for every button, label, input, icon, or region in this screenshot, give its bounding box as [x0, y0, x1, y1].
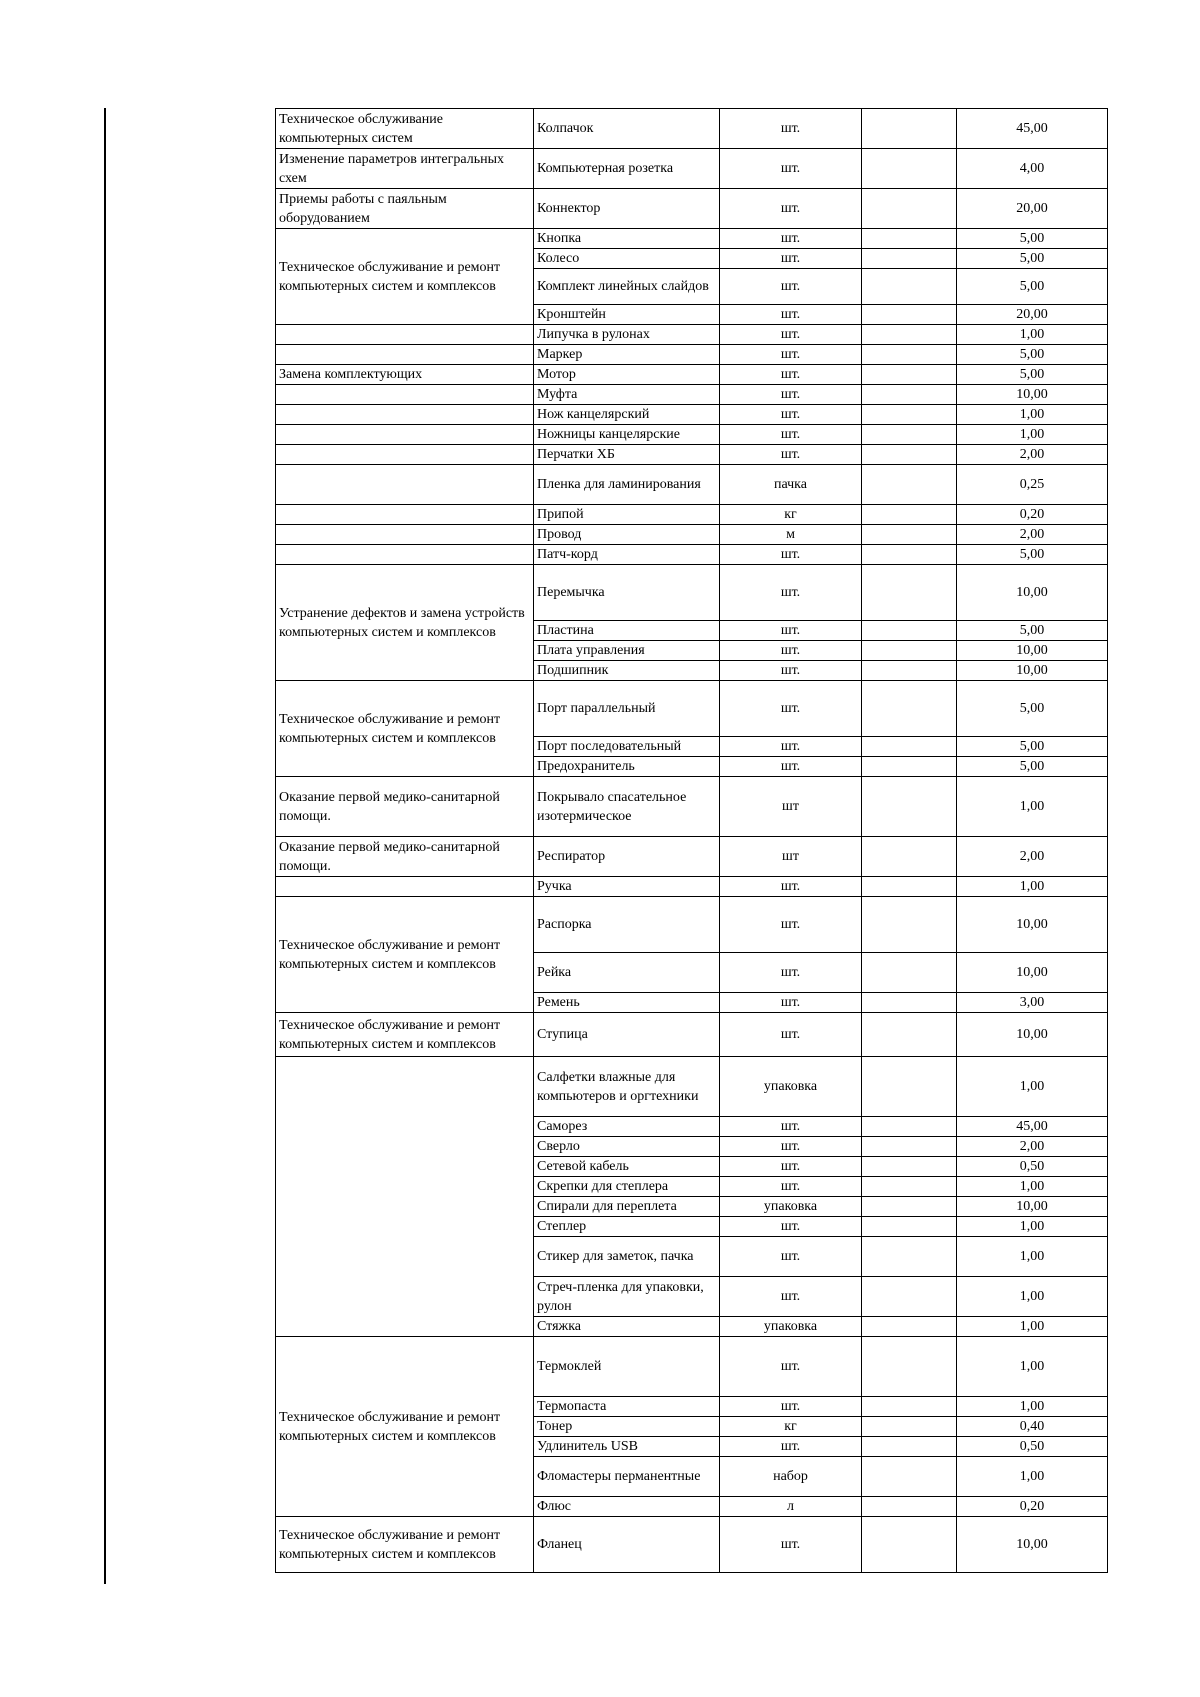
process-cell	[276, 445, 534, 465]
qty-cell: 5,00	[957, 269, 1108, 305]
item-cell: Порт последовательный	[534, 737, 720, 757]
empty-cell	[862, 621, 957, 641]
item-cell: Степлер	[534, 1217, 720, 1237]
empty-cell	[862, 953, 957, 993]
qty-cell: 1,00	[957, 425, 1108, 445]
process-cell	[276, 345, 534, 365]
unit-cell: пачка	[720, 465, 862, 505]
qty-cell: 1,00	[957, 1317, 1108, 1337]
table-row	[276, 837, 1108, 877]
empty-cell	[862, 1517, 957, 1573]
qty-cell: 20,00	[957, 189, 1108, 229]
item-cell: Скрепки для степлера	[534, 1177, 720, 1197]
qty-cell: 5,00	[957, 249, 1108, 269]
unit-cell: шт.	[720, 1177, 862, 1197]
empty-cell	[862, 661, 957, 681]
empty-cell	[862, 1457, 957, 1497]
unit-cell: шт.	[720, 545, 862, 565]
table-row	[276, 229, 1108, 249]
qty-cell: 2,00	[957, 445, 1108, 465]
empty-cell	[862, 109, 957, 149]
table-row	[276, 109, 1108, 149]
item-cell: Кнопка	[534, 229, 720, 249]
item-cell: Сверло	[534, 1137, 720, 1157]
qty-cell: 20,00	[957, 305, 1108, 325]
unit-cell: шт.	[720, 345, 862, 365]
empty-cell	[862, 385, 957, 405]
item-cell: Пленка для ламинирования	[534, 465, 720, 505]
unit-cell: шт.	[720, 1217, 862, 1237]
qty-cell: 5,00	[957, 737, 1108, 757]
empty-cell	[862, 465, 957, 505]
empty-cell	[862, 1437, 957, 1457]
qty-cell: 5,00	[957, 229, 1108, 249]
qty-cell: 2,00	[957, 1137, 1108, 1157]
empty-cell	[862, 229, 957, 249]
qty-cell: 1,00	[957, 1057, 1108, 1117]
table-row	[276, 149, 1108, 189]
item-cell: Рейка	[534, 953, 720, 993]
item-cell: Ручка	[534, 877, 720, 897]
empty-cell	[862, 777, 957, 837]
process-cell	[276, 405, 534, 425]
item-cell: Пластина	[534, 621, 720, 641]
unit-cell: шт.	[720, 249, 862, 269]
qty-cell: 0,50	[957, 1437, 1108, 1457]
materials-table	[275, 108, 1108, 1573]
process-cell	[276, 1057, 534, 1337]
qty-cell: 5,00	[957, 545, 1108, 565]
table-row	[276, 189, 1108, 229]
qty-cell: 1,00	[957, 405, 1108, 425]
item-cell: Сетевой кабель	[534, 1157, 720, 1177]
process-cell: Техническое обслуживание и ремонт компьютерных систем и комплексов	[276, 897, 534, 1013]
table-row	[276, 545, 1108, 565]
process-cell	[276, 525, 534, 545]
empty-cell	[862, 1157, 957, 1177]
item-cell: Флюс	[534, 1497, 720, 1517]
unit-cell: шт.	[720, 149, 862, 189]
process-cell: Техническое обслуживание и ремонт компьютерных систем и комплексов	[276, 1013, 534, 1057]
qty-cell: 10,00	[957, 1013, 1108, 1057]
empty-cell	[862, 1137, 957, 1157]
qty-cell: 5,00	[957, 345, 1108, 365]
unit-cell: шт.	[720, 1157, 862, 1177]
item-cell: Колпачок	[534, 109, 720, 149]
table-row	[276, 1337, 1108, 1397]
process-cell	[276, 325, 534, 345]
unit-cell: л	[720, 1497, 862, 1517]
unit-cell: шт.	[720, 661, 862, 681]
item-cell: Стяжка	[534, 1317, 720, 1337]
empty-cell	[862, 877, 957, 897]
qty-cell: 0,50	[957, 1157, 1108, 1177]
item-cell: Фланец	[534, 1517, 720, 1573]
empty-cell	[862, 1057, 957, 1117]
qty-cell: 10,00	[957, 565, 1108, 621]
unit-cell: упаковка	[720, 1197, 862, 1217]
empty-cell	[862, 1497, 957, 1517]
empty-cell	[862, 897, 957, 953]
empty-cell	[862, 189, 957, 229]
empty-cell	[862, 249, 957, 269]
unit-cell: шт.	[720, 953, 862, 993]
unit-cell: шт.	[720, 1013, 862, 1057]
unit-cell: шт.	[720, 325, 862, 345]
empty-cell	[862, 993, 957, 1013]
item-cell: Патч-корд	[534, 545, 720, 565]
process-cell	[276, 385, 534, 405]
item-cell: Липучка в рулонах	[534, 325, 720, 345]
empty-cell	[862, 305, 957, 325]
unit-cell: шт.	[720, 425, 862, 445]
item-cell: Тонер	[534, 1417, 720, 1437]
qty-cell: 10,00	[957, 641, 1108, 661]
table-row	[276, 505, 1108, 525]
table-row	[276, 405, 1108, 425]
qty-cell: 10,00	[957, 385, 1108, 405]
qty-cell: 10,00	[957, 953, 1108, 993]
empty-cell	[862, 565, 957, 621]
qty-cell: 5,00	[957, 757, 1108, 777]
qty-cell: 0,25	[957, 465, 1108, 505]
table-row	[276, 445, 1108, 465]
qty-cell: 1,00	[957, 1397, 1108, 1417]
unit-cell: шт.	[720, 1437, 862, 1457]
item-cell: Мотор	[534, 365, 720, 385]
process-cell: Оказание первой медико-санитарной помощи.	[276, 837, 534, 877]
process-cell	[276, 465, 534, 505]
item-cell: Термопаста	[534, 1397, 720, 1417]
empty-cell	[862, 405, 957, 425]
qty-cell: 10,00	[957, 1197, 1108, 1217]
process-cell: Устранение дефектов и замена устройств компьютерных систем и комплексов	[276, 565, 534, 681]
qty-cell: 0,20	[957, 505, 1108, 525]
empty-cell	[862, 1197, 957, 1217]
unit-cell: шт.	[720, 621, 862, 641]
empty-cell	[862, 1417, 957, 1437]
item-cell: Покрывало спасательное изотермическое	[534, 777, 720, 837]
unit-cell: шт	[720, 777, 862, 837]
process-cell: Техническое обслуживание и ремонт компьютерных систем и комплексов	[276, 1337, 534, 1517]
process-cell: Техническое обслуживание и ремонт компьютерных систем и комплексов	[276, 681, 534, 777]
qty-cell: 0,20	[957, 1497, 1108, 1517]
unit-cell: упаковка	[720, 1317, 862, 1337]
table-row	[276, 345, 1108, 365]
empty-cell	[862, 1117, 957, 1137]
qty-cell: 1,00	[957, 1177, 1108, 1197]
item-cell: Стреч-пленка для упаковки, рулон	[534, 1277, 720, 1317]
unit-cell: шт.	[720, 641, 862, 661]
table-row	[276, 1057, 1108, 1117]
empty-cell	[862, 505, 957, 525]
empty-cell	[862, 681, 957, 737]
item-cell: Фломастеры перманентные	[534, 1457, 720, 1497]
unit-cell: м	[720, 525, 862, 545]
unit-cell: шт.	[720, 1117, 862, 1137]
qty-cell: 4,00	[957, 149, 1108, 189]
unit-cell: упаковка	[720, 1057, 862, 1117]
table-row	[276, 897, 1108, 953]
unit-cell: шт.	[720, 877, 862, 897]
process-cell: Техническое обслуживание компьютерных систем	[276, 109, 534, 149]
item-cell: Маркер	[534, 345, 720, 365]
item-cell: Нож канцелярский	[534, 405, 720, 425]
process-cell: Оказание первой медико-санитарной помощи.	[276, 777, 534, 837]
unit-cell: шт	[720, 837, 862, 877]
unit-cell: набор	[720, 1457, 862, 1497]
empty-cell	[862, 1237, 957, 1277]
empty-cell	[862, 269, 957, 305]
item-cell: Распорка	[534, 897, 720, 953]
item-cell: Припой	[534, 505, 720, 525]
empty-cell	[862, 365, 957, 385]
unit-cell: шт.	[720, 993, 862, 1013]
qty-cell: 45,00	[957, 1117, 1108, 1137]
table-row	[276, 1013, 1108, 1057]
unit-cell: шт.	[720, 1517, 862, 1573]
item-cell: Порт параллельный	[534, 681, 720, 737]
qty-cell: 1,00	[957, 1337, 1108, 1397]
empty-cell	[862, 1397, 957, 1417]
qty-cell: 10,00	[957, 1517, 1108, 1573]
empty-cell	[862, 837, 957, 877]
item-cell: Муфта	[534, 385, 720, 405]
unit-cell: кг	[720, 1417, 862, 1437]
table-row	[276, 385, 1108, 405]
qty-cell: 10,00	[957, 661, 1108, 681]
unit-cell: шт.	[720, 1397, 862, 1417]
item-cell: Коннектор	[534, 189, 720, 229]
unit-cell: шт.	[720, 897, 862, 953]
unit-cell: кг	[720, 505, 862, 525]
table-row	[276, 425, 1108, 445]
empty-cell	[862, 425, 957, 445]
empty-cell	[862, 757, 957, 777]
empty-cell	[862, 1013, 957, 1057]
process-cell	[276, 505, 534, 525]
unit-cell: шт.	[720, 305, 862, 325]
qty-cell: 2,00	[957, 837, 1108, 877]
unit-cell: шт.	[720, 681, 862, 737]
item-cell: Ремень	[534, 993, 720, 1013]
process-cell: Замена комплектующих	[276, 365, 534, 385]
empty-cell	[862, 641, 957, 661]
empty-cell	[862, 1177, 957, 1197]
qty-cell: 5,00	[957, 681, 1108, 737]
qty-cell: 1,00	[957, 777, 1108, 837]
process-cell	[276, 425, 534, 445]
empty-cell	[862, 525, 957, 545]
table-row	[276, 1517, 1108, 1573]
item-cell: Термоклей	[534, 1337, 720, 1397]
table-row	[276, 877, 1108, 897]
unit-cell: шт.	[720, 405, 862, 425]
table-row	[276, 465, 1108, 505]
item-cell: Ступица	[534, 1013, 720, 1057]
table-row	[276, 525, 1108, 545]
unit-cell: шт.	[720, 445, 862, 465]
qty-cell: 5,00	[957, 621, 1108, 641]
process-cell: Изменение параметров интегральных схем	[276, 149, 534, 189]
left-margin-line	[104, 108, 106, 1584]
unit-cell: шт.	[720, 1277, 862, 1317]
unit-cell: шт.	[720, 1337, 862, 1397]
empty-cell	[862, 545, 957, 565]
qty-cell: 5,00	[957, 365, 1108, 385]
empty-cell	[862, 1277, 957, 1317]
item-cell: Перчатки ХБ	[534, 445, 720, 465]
item-cell: Стикер для заметок, пачка	[534, 1237, 720, 1277]
item-cell: Спирали для переплета	[534, 1197, 720, 1217]
qty-cell: 1,00	[957, 1457, 1108, 1497]
qty-cell: 45,00	[957, 109, 1108, 149]
empty-cell	[862, 325, 957, 345]
item-cell: Комплект линейных слайдов	[534, 269, 720, 305]
process-cell: Техническое обслуживание и ремонт компьютерных систем и комплексов	[276, 229, 534, 325]
empty-cell	[862, 1337, 957, 1397]
empty-cell	[862, 345, 957, 365]
qty-cell: 10,00	[957, 897, 1108, 953]
item-cell: Кронштейн	[534, 305, 720, 325]
item-cell: Подшипник	[534, 661, 720, 681]
unit-cell: шт.	[720, 365, 862, 385]
item-cell: Салфетки влажные для компьютеров и оргтехники	[534, 1057, 720, 1117]
qty-cell: 1,00	[957, 325, 1108, 345]
item-cell: Респиратор	[534, 837, 720, 877]
item-cell: Плата управления	[534, 641, 720, 661]
process-cell	[276, 545, 534, 565]
qty-cell: 0,40	[957, 1417, 1108, 1437]
process-cell: Приемы работы с паяльным оборудованием	[276, 189, 534, 229]
empty-cell	[862, 1317, 957, 1337]
table-row	[276, 365, 1108, 385]
process-cell: Техническое обслуживание и ремонт компьютерных систем и комплексов	[276, 1517, 534, 1573]
qty-cell: 1,00	[957, 1217, 1108, 1237]
unit-cell: шт.	[720, 565, 862, 621]
qty-cell: 1,00	[957, 1277, 1108, 1317]
qty-cell: 3,00	[957, 993, 1108, 1013]
table-row	[276, 565, 1108, 621]
item-cell: Предохранитель	[534, 757, 720, 777]
item-cell: Перемычка	[534, 565, 720, 621]
item-cell: Удлинитель USB	[534, 1437, 720, 1457]
unit-cell: шт.	[720, 1237, 862, 1277]
empty-cell	[862, 737, 957, 757]
unit-cell: шт.	[720, 269, 862, 305]
table-row	[276, 777, 1108, 837]
item-cell: Саморез	[534, 1117, 720, 1137]
item-cell: Ножницы канцелярские	[534, 425, 720, 445]
qty-cell: 2,00	[957, 525, 1108, 545]
unit-cell: шт.	[720, 737, 862, 757]
qty-cell: 1,00	[957, 1237, 1108, 1277]
unit-cell: шт.	[720, 109, 862, 149]
unit-cell: шт.	[720, 385, 862, 405]
qty-cell: 1,00	[957, 877, 1108, 897]
unit-cell: шт.	[720, 757, 862, 777]
item-cell: Компьютерная розетка	[534, 149, 720, 189]
unit-cell: шт.	[720, 189, 862, 229]
table-row	[276, 325, 1108, 345]
empty-cell	[862, 1217, 957, 1237]
empty-cell	[862, 149, 957, 189]
item-cell: Провод	[534, 525, 720, 545]
empty-cell	[862, 445, 957, 465]
unit-cell: шт.	[720, 229, 862, 249]
table-row	[276, 681, 1108, 737]
unit-cell: шт.	[720, 1137, 862, 1157]
process-cell	[276, 877, 534, 897]
item-cell: Колесо	[534, 249, 720, 269]
